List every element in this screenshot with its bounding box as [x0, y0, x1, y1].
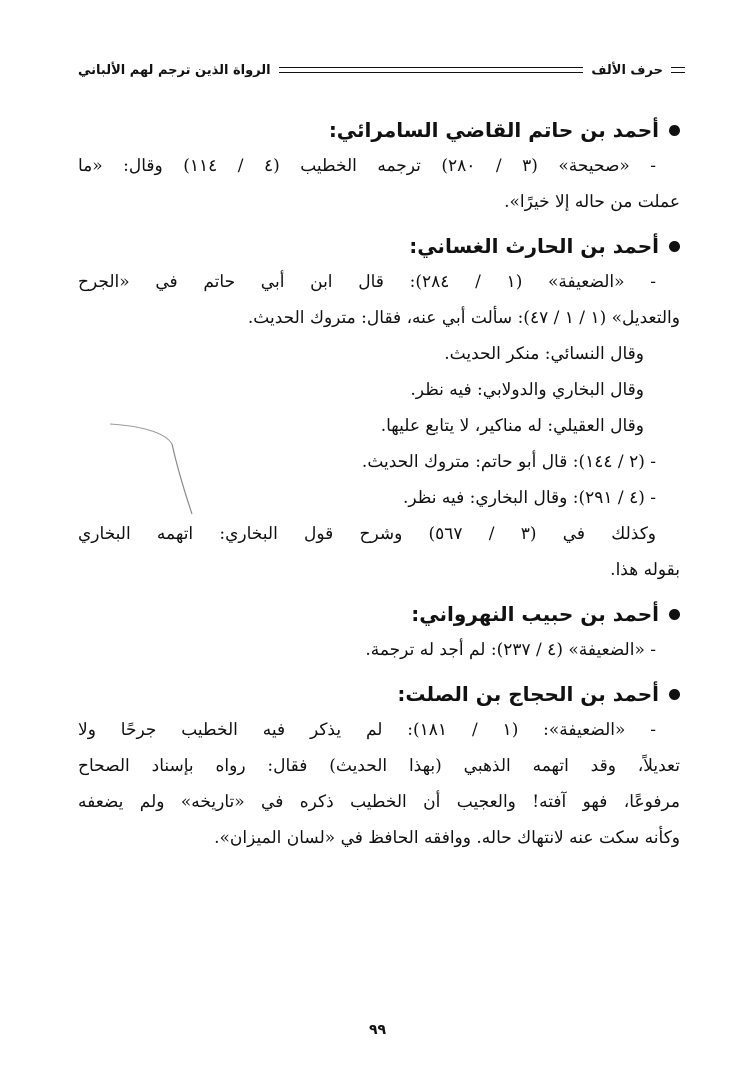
entry-name: أحمد بن الحارث الغساني: — [409, 234, 659, 258]
entry-line: مرفوعًا، فهو آفته! والعجيب أن الخطيب ذكره في «تاريخه» ولم يضعفه — [78, 792, 680, 812]
bullet-icon — [669, 125, 680, 136]
entry-line: وقال البخاري والدولابي: فيه نظر. — [410, 380, 644, 400]
running-header — [78, 58, 685, 82]
entry-title — [78, 112, 680, 148]
page-number: ٩٩ — [368, 1022, 387, 1038]
entry-line: - «الضعيفة»: (١ / ١٨١): لم يذكر فيه الخطيب جرحًا ولا — [78, 720, 657, 740]
header-rule-long — [279, 67, 584, 73]
bullet-icon — [669, 609, 680, 620]
entry-line: وقال العقيلي: له مناكير، لا يتابع عليها. — [380, 416, 644, 436]
entry-line: وكأنه سكت عنه لانتهاك حاله. ووافقه الحافظ في «لسان الميزان». — [214, 828, 680, 848]
entry-line: والتعديل» (١ / ١ / ٤٧): سألت أبي عنه، فقال: متروك الحديث. — [247, 308, 680, 328]
entry-line: - (٢ / ١٤٤): قال أبو حاتم: متروك الحديث. — [361, 452, 656, 472]
entry-line: بقوله هذا. — [610, 560, 680, 580]
entry-line: وقال النسائي: منكر الحديث. — [444, 344, 644, 364]
entry-line: - «الضعيفة» (٤ / ٢٣٧): لم أجد له ترجمة. — [365, 640, 656, 660]
entry-line: وكذلك في (٣ / ٥٦٧) وشرح قول البخاري: اتهمه البخاري — [78, 524, 656, 544]
entry-line: - «صحيحة» (٣ / ٢٨٠) ترجمه الخطيب (٤ / ١١٤) وقال: «ما — [78, 156, 657, 176]
chapter-title: حرف الألف — [591, 62, 663, 78]
entry-ahmad-bin-al-hajjaj — [78, 676, 680, 856]
header-rule-short — [671, 67, 685, 73]
entry-ahmad-bin-hatim — [78, 112, 680, 220]
entry-name: أحمد بن حاتم القاضي السامرائي: — [328, 118, 659, 142]
pencil-mark-icon — [100, 418, 210, 528]
entry-line: تعديلاً، وقد اتهمه الذهبي (بهذا الحديث) فقال: رواه بإسناد الصحاح — [78, 756, 680, 776]
entry-title — [78, 228, 680, 264]
entry-name: أحمد بن حبيب النهرواني: — [411, 602, 659, 626]
entry-name: أحمد بن الحجاج بن الصلت: — [397, 682, 659, 706]
bullet-icon — [669, 689, 680, 700]
bullet-icon — [669, 241, 680, 252]
entry-title — [78, 676, 680, 712]
entry-line: - «الضعيفة» (١ / ٢٨٤): قال ابن أبي حاتم في «الجرح — [78, 272, 656, 292]
entry-ahmad-bin-al-harith — [78, 228, 680, 588]
entry-ahmad-bin-habib — [78, 596, 680, 668]
entry-line: عملت من حاله إلا خيرًا». — [504, 192, 680, 212]
book-title: الرواة الذين ترجم لهم الألباني — [78, 62, 271, 78]
entry-title — [78, 596, 680, 632]
entry-line: - (٤ / ٢٩١): وقال البخاري: فيه نظر. — [403, 488, 656, 508]
